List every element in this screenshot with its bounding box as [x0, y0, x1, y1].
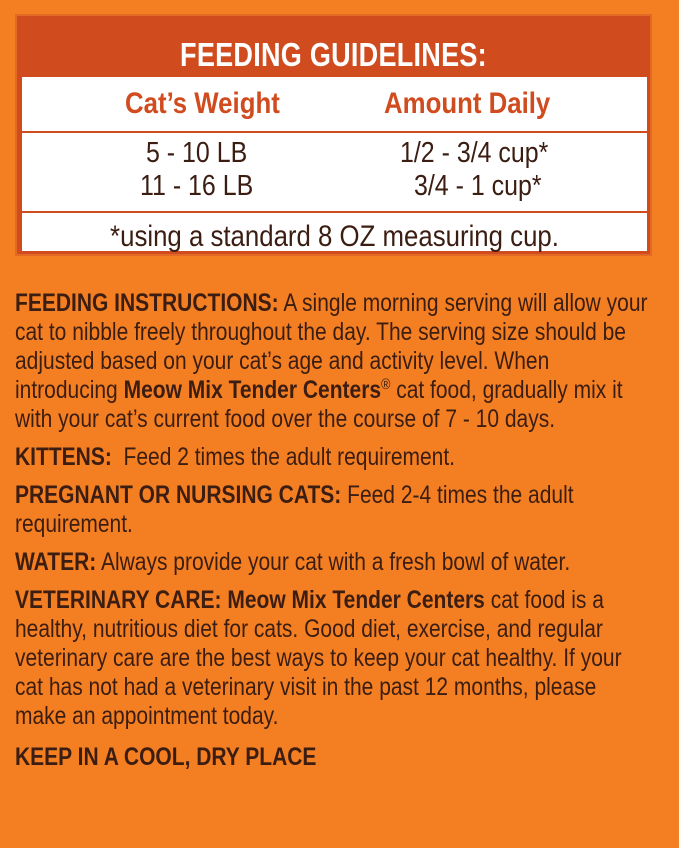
row-2-amount: 3/4 - 1 cup* — [414, 170, 542, 202]
guidelines-title: FEEDING GUIDELINES: — [180, 36, 487, 73]
pregnant-text: Feed 2-4 times the adult requirement. — [15, 481, 574, 538]
water-paragraph — [15, 548, 653, 577]
water-text: Always provide your cat with a fresh bowl of water. — [96, 548, 571, 576]
water-label: WATER: — [15, 548, 97, 576]
kittens-text: Feed 2 times the adult requirement. — [111, 443, 456, 471]
table-divider — [22, 211, 647, 213]
registered-mark: ® — [381, 376, 391, 393]
header-cat-weight: Cat’s Weight — [125, 87, 280, 120]
table-divider — [22, 131, 647, 133]
vet-brand-name: Meow Mix Tender Centers — [221, 586, 485, 614]
vet-text: cat food is a healthy, nutritious diet for cats. Good diet, exercise, and regular veterinary care are the best ways to keep your cat healthy. If your cat has not had a veterinary visit in the past 12 months, please make an appointment today. — [15, 586, 622, 730]
brand-name: Meow Mix Tender Centers — [123, 376, 382, 404]
feeding-guidelines-panel — [15, 14, 652, 256]
instructions-body — [15, 289, 653, 781]
pregnant-label: PREGNANT OR NURSING CATS: — [15, 481, 342, 509]
pregnant-paragraph — [15, 481, 653, 539]
measuring-cup-footnote: *using a standard 8 OZ measuring cup. — [110, 220, 559, 253]
feeding-instructions-label: FEEDING INSTRUCTIONS: — [15, 289, 279, 317]
row-2-weight: 11 - 16 LB — [140, 170, 254, 202]
storage-note: KEEP IN A COOL, DRY PLACE — [15, 743, 317, 771]
kittens-label: KITTENS: — [15, 443, 112, 471]
row-1-weight: 5 - 10 LB — [146, 137, 248, 169]
feeding-instructions-text-2: cat food, gradually mix it with your cat’s current food over the course of 7 - 10 days. — [15, 376, 623, 433]
kittens-paragraph — [15, 443, 653, 472]
feeding-instructions — [15, 289, 653, 434]
header-amount-daily: Amount Daily — [384, 87, 551, 120]
guidelines-table — [22, 77, 647, 251]
vet-paragraph — [15, 586, 653, 731]
feeding-instructions-text: A single morning serving will allow your cat to nibble freely throughout the day. The serving size should be adjusted based on your cat’s age and activity level. When introducing — [15, 289, 648, 404]
row-1-amount: 1/2 - 3/4 cup* — [400, 137, 549, 169]
vet-label: VETERINARY CARE: — [15, 586, 222, 614]
